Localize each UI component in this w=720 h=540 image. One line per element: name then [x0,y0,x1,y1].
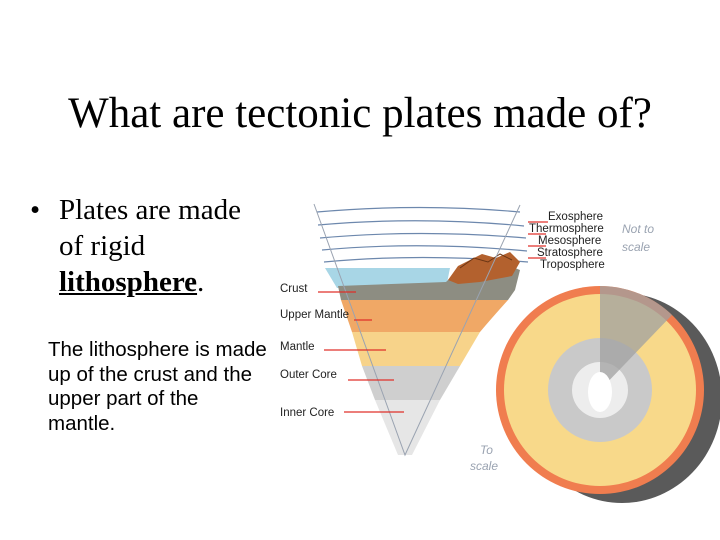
label-inner-core: Inner Core [280,407,335,419]
outer-core-layer [362,366,460,400]
note-to-scale-line2: scale [470,459,499,473]
upper-mantle-layer [341,300,508,332]
slide-title: What are tectonic plates made of? [68,90,652,137]
label-troposphere: Troposphere [540,259,605,271]
inner-core-layer [375,400,440,455]
subtext: The lithosphere is made up of the crust and the upper part of the mantle. [48,338,267,435]
label-thermosphere: Thermosphere [529,223,604,235]
bullet-text: Plates are made of rigid [59,194,241,262]
globe [496,286,720,503]
label-outer-core: Outer Core [280,369,337,381]
globe-center-highlight [588,372,612,412]
cross-section-wedge [314,204,528,455]
label-mantle: Mantle [280,341,315,353]
bullet-keyword: lithosphere [59,266,198,298]
label-stratosphere: Stratosphere [537,247,603,259]
label-mesosphere: Mesosphere [538,235,602,247]
bullet-end: . [197,266,205,298]
bullet-marker: • [30,194,41,226]
note-not-to-scale-line2: scale [622,240,651,254]
label-crust: Crust [280,283,308,295]
note-to-scale-line1: To [480,443,493,457]
label-exosphere: Exosphere [548,211,603,223]
label-upper-mantle: Upper Mantle [280,309,350,321]
note-not-to-scale-line1: Not to [622,222,655,236]
